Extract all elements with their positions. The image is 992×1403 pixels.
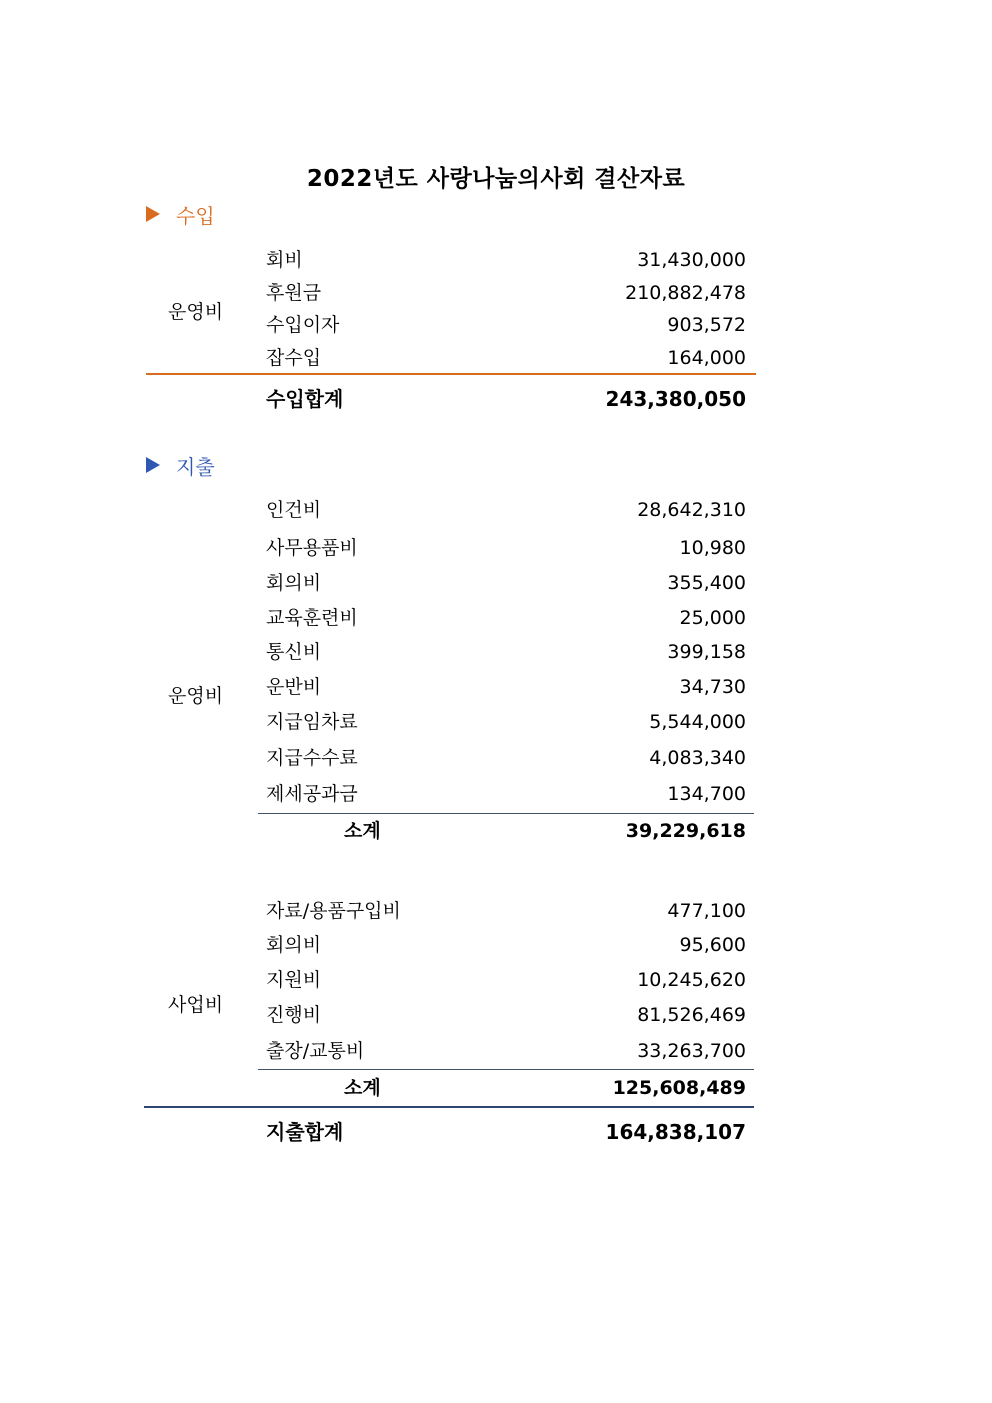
project-subtotal-divider <box>258 1069 754 1070</box>
item-value: 28,642,310 <box>637 499 746 521</box>
expense-row <box>266 964 746 996</box>
item-value: 95,600 <box>679 934 746 956</box>
item-label: 회의비 <box>266 934 322 956</box>
expense-divider <box>144 1106 754 1108</box>
item-value: 210,882,478 <box>625 282 746 304</box>
item-label: 통신비 <box>266 641 322 663</box>
expense-row <box>266 1035 746 1067</box>
item-label: 출장/교통비 <box>266 1040 365 1062</box>
expense-row <box>266 778 746 810</box>
item-value: 33,263,700 <box>637 1040 746 1062</box>
expense-row <box>266 742 746 774</box>
item-value: 10,245,620 <box>637 969 746 991</box>
item-label: 사무용품비 <box>266 537 358 559</box>
income-total-row <box>266 383 746 415</box>
project-group-label: 사업비 <box>168 994 224 1016</box>
item-label: 자료/용품구입비 <box>266 900 401 922</box>
item-label: 지급수수료 <box>266 747 358 769</box>
item-value: 5,544,000 <box>649 711 746 733</box>
expense-section-header <box>146 452 215 478</box>
expense-row <box>266 671 746 703</box>
expense-row <box>266 494 746 526</box>
item-label: 진행비 <box>266 1004 322 1026</box>
expense-row <box>266 999 746 1031</box>
item-label: 인건비 <box>266 499 322 521</box>
expense-row <box>266 602 746 634</box>
income-group-label: 운영비 <box>168 301 224 323</box>
income-total-value: 243,380,050 <box>605 387 746 411</box>
item-value: 399,158 <box>667 641 746 663</box>
expense-row <box>266 706 746 738</box>
expense-total-value: 164,838,107 <box>605 1120 746 1144</box>
item-value: 25,000 <box>679 607 746 629</box>
item-label: 지급임차료 <box>266 711 358 733</box>
item-value: 355,400 <box>667 572 746 594</box>
expense-row <box>266 532 746 564</box>
subtotal-value: 125,608,489 <box>612 1077 746 1099</box>
expense-row <box>266 636 746 668</box>
item-value: 10,980 <box>679 537 746 559</box>
project-subtotal-row <box>266 1072 746 1104</box>
triangle-right-icon <box>146 206 160 222</box>
item-value: 31,430,000 <box>637 249 746 271</box>
expense-total-row <box>266 1116 746 1148</box>
item-label: 제세공과금 <box>266 783 358 805</box>
subtotal-label: 소계 <box>344 820 381 842</box>
item-label: 회비 <box>266 249 303 271</box>
income-total-label: 수입합계 <box>266 387 344 411</box>
operating-subtotal-row <box>266 815 746 847</box>
triangle-right-icon <box>146 457 160 473</box>
operating-subtotal-divider <box>258 813 754 814</box>
item-value: 34,730 <box>679 676 746 698</box>
income-row <box>266 342 746 374</box>
income-divider <box>146 373 756 375</box>
item-value: 134,700 <box>667 783 746 805</box>
expense-row <box>266 895 746 927</box>
item-label: 수입이자 <box>266 314 340 336</box>
item-label: 지원비 <box>266 969 322 991</box>
expense-heading: 지출 <box>176 454 215 479</box>
item-label: 회의비 <box>266 572 322 594</box>
income-row <box>266 309 746 341</box>
income-heading: 수입 <box>176 203 215 228</box>
expense-row <box>266 929 746 961</box>
item-value: 164,000 <box>667 347 746 369</box>
subtotal-label: 소계 <box>344 1077 381 1099</box>
subtotal-value: 39,229,618 <box>625 820 746 842</box>
income-row <box>266 277 746 309</box>
item-label: 교육훈련비 <box>266 607 358 629</box>
page-title: 2022년도 사랑나눔의사회 결산자료 <box>306 166 686 192</box>
item-label: 후원금 <box>266 282 322 304</box>
item-value: 477,100 <box>667 900 746 922</box>
income-row <box>266 244 746 276</box>
expense-row <box>266 567 746 599</box>
item-value: 903,572 <box>667 314 746 336</box>
income-section-header <box>146 201 215 227</box>
item-value: 4,083,340 <box>649 747 746 769</box>
expense-total-label: 지출합계 <box>266 1120 344 1144</box>
item-value: 81,526,469 <box>637 1004 746 1026</box>
item-label: 운반비 <box>266 676 322 698</box>
operating-group-label: 운영비 <box>168 685 224 707</box>
item-label: 잡수입 <box>266 347 322 369</box>
